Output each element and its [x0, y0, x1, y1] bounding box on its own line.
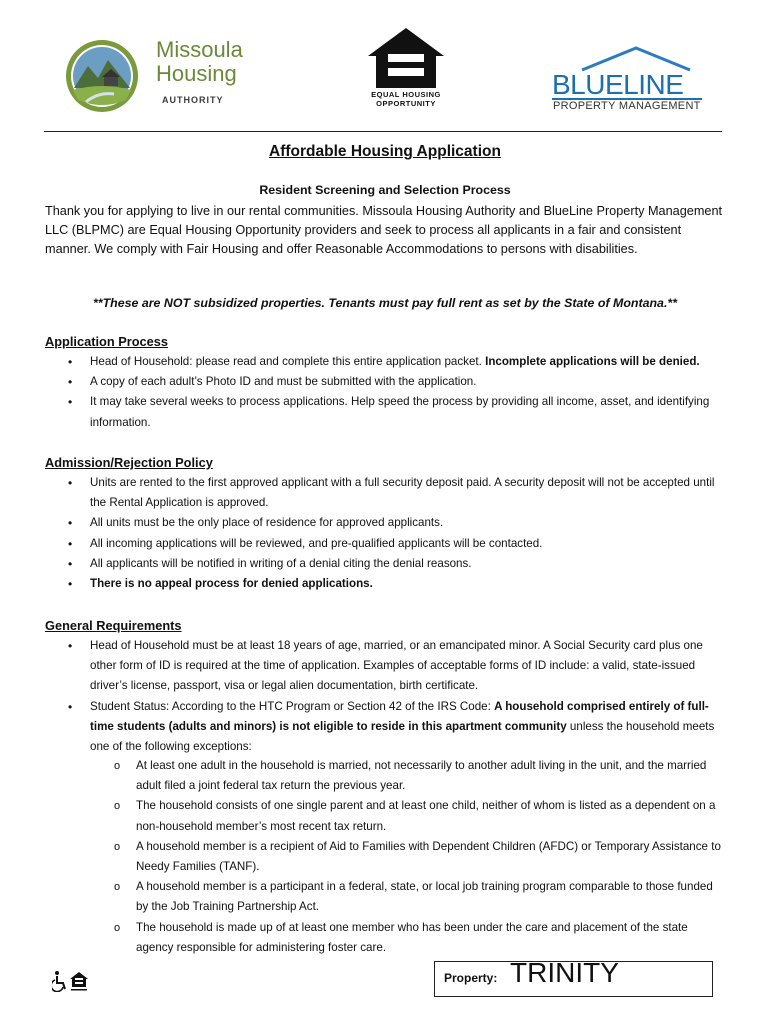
list-item: o The household consists of one single parent and at least one child, neither of whom is listed as a dependent on a non-household member’s most recent tax return. — [110, 796, 725, 836]
general-requirements-heading: General Requirements — [45, 618, 182, 633]
list-item: • Student Status: According to the HTC Program or Section 42 of the IRS Code: A household comprised entirely of full-time students (adults and minors) is not eligible to reside in this apartment community unless the household meets one of the following exceptions: — [64, 697, 724, 758]
property-label: Property: — [444, 971, 498, 985]
list-item: o A household member is a recipient of Aid to Families with Dependent Children (AFDC) or Temporary Assistance to Needy Families (TANF). — [110, 837, 725, 877]
list-item: • Head of Household: please read and complete this entire application packet. Incomplete applications will be denied. — [64, 352, 724, 372]
document-title: Affordable Housing Application — [269, 143, 501, 160]
list-item: • A copy of each adult’s Photo ID and must be submitted with the application. — [64, 372, 724, 392]
application-process-heading: Application Process — [45, 334, 169, 349]
list-item: o At least one adult in the household is married, not necessarily to another adult living in the unit, and the married adult filed a joint federal tax return the previous year. — [110, 756, 725, 796]
student-exceptions-list — [110, 756, 725, 958]
mha-logo-line2: Housing — [156, 61, 237, 86]
admission-policy-list — [64, 473, 724, 594]
mha-logo-sub: AUTHORITY — [162, 95, 224, 105]
blueline-logo-name: BLUELINE — [552, 69, 684, 100]
property-value[interactable]: TRINITY — [510, 957, 619, 988]
subsidy-notice: **These are NOT subsidized properties. Tenants must pay full rent as set by the State of Montana.** — [92, 296, 678, 310]
mha-logo-text — [156, 38, 243, 86]
list-item: • All applicants will be notified in writing of a denial citing the denial reasons. — [64, 554, 724, 574]
list-item: • Units are rented to the first approved applicant with a full security deposit paid. A security deposit will not be accepted until the Rental Application is approved. — [64, 473, 724, 513]
eho-line1: EQUAL HOUSING — [371, 90, 441, 99]
list-item: • There is no appeal process for denied applications. — [64, 574, 724, 594]
header-divider — [44, 131, 722, 132]
list-item: • All incoming applications will be reviewed, and pre-qualified applicants will be contacted. — [64, 534, 724, 554]
equal-housing-icon — [70, 972, 88, 991]
document-subtitle: Resident Screening and Selection Process — [259, 183, 511, 197]
mha-logo-line1: Missoula — [156, 37, 243, 62]
accessibility-and-eho-icons — [52, 970, 92, 992]
list-item: o The household is made up of at least one member who has been under the care and placement of the state agency responsible for administering foster care. — [110, 918, 725, 958]
list-item: • All units must be the only place of residence for approved applicants. — [64, 513, 724, 533]
list-item: o A household member is a participant in a federal, state, or local job training program comparable to those funded by the Job Training Partnership Act. — [110, 877, 725, 917]
intro-paragraph: Thank you for applying to live in our rental communities. Missoula Housing Authority and BlueLine Property Management LLC (BLPMC) are Equal Housing Opportunity providers and seek to process all applicants in a fair and consistent manner. We comply with Fair Housing and offer Reasonable Accommodations to persons with disabilities. — [45, 204, 723, 257]
list-item: • It may take several weeks to process applications. Help speed the process by providing all income, asset, and identifying information. — [64, 392, 724, 432]
wheelchair-icon — [52, 971, 65, 992]
blueline-logo-sub: PROPERTY MANAGEMENT — [553, 100, 701, 112]
eho-line2: OPPORTUNITY — [376, 99, 436, 108]
list-item: • Head of Household must be at least 18 years of age, married, or an emancipated minor. A Social Security card plus one other form of ID is required at the time of application. Examples of acceptable forms of ID include: a valid, state-issued driver’s license, passport, visa or legal alien documentation, birth certificate. — [64, 636, 724, 697]
admission-policy-heading: Admission/Rejection Policy — [45, 455, 213, 470]
eho-logo-text — [360, 90, 452, 108]
application-process-list — [64, 352, 724, 433]
general-requirements-list — [64, 636, 724, 757]
